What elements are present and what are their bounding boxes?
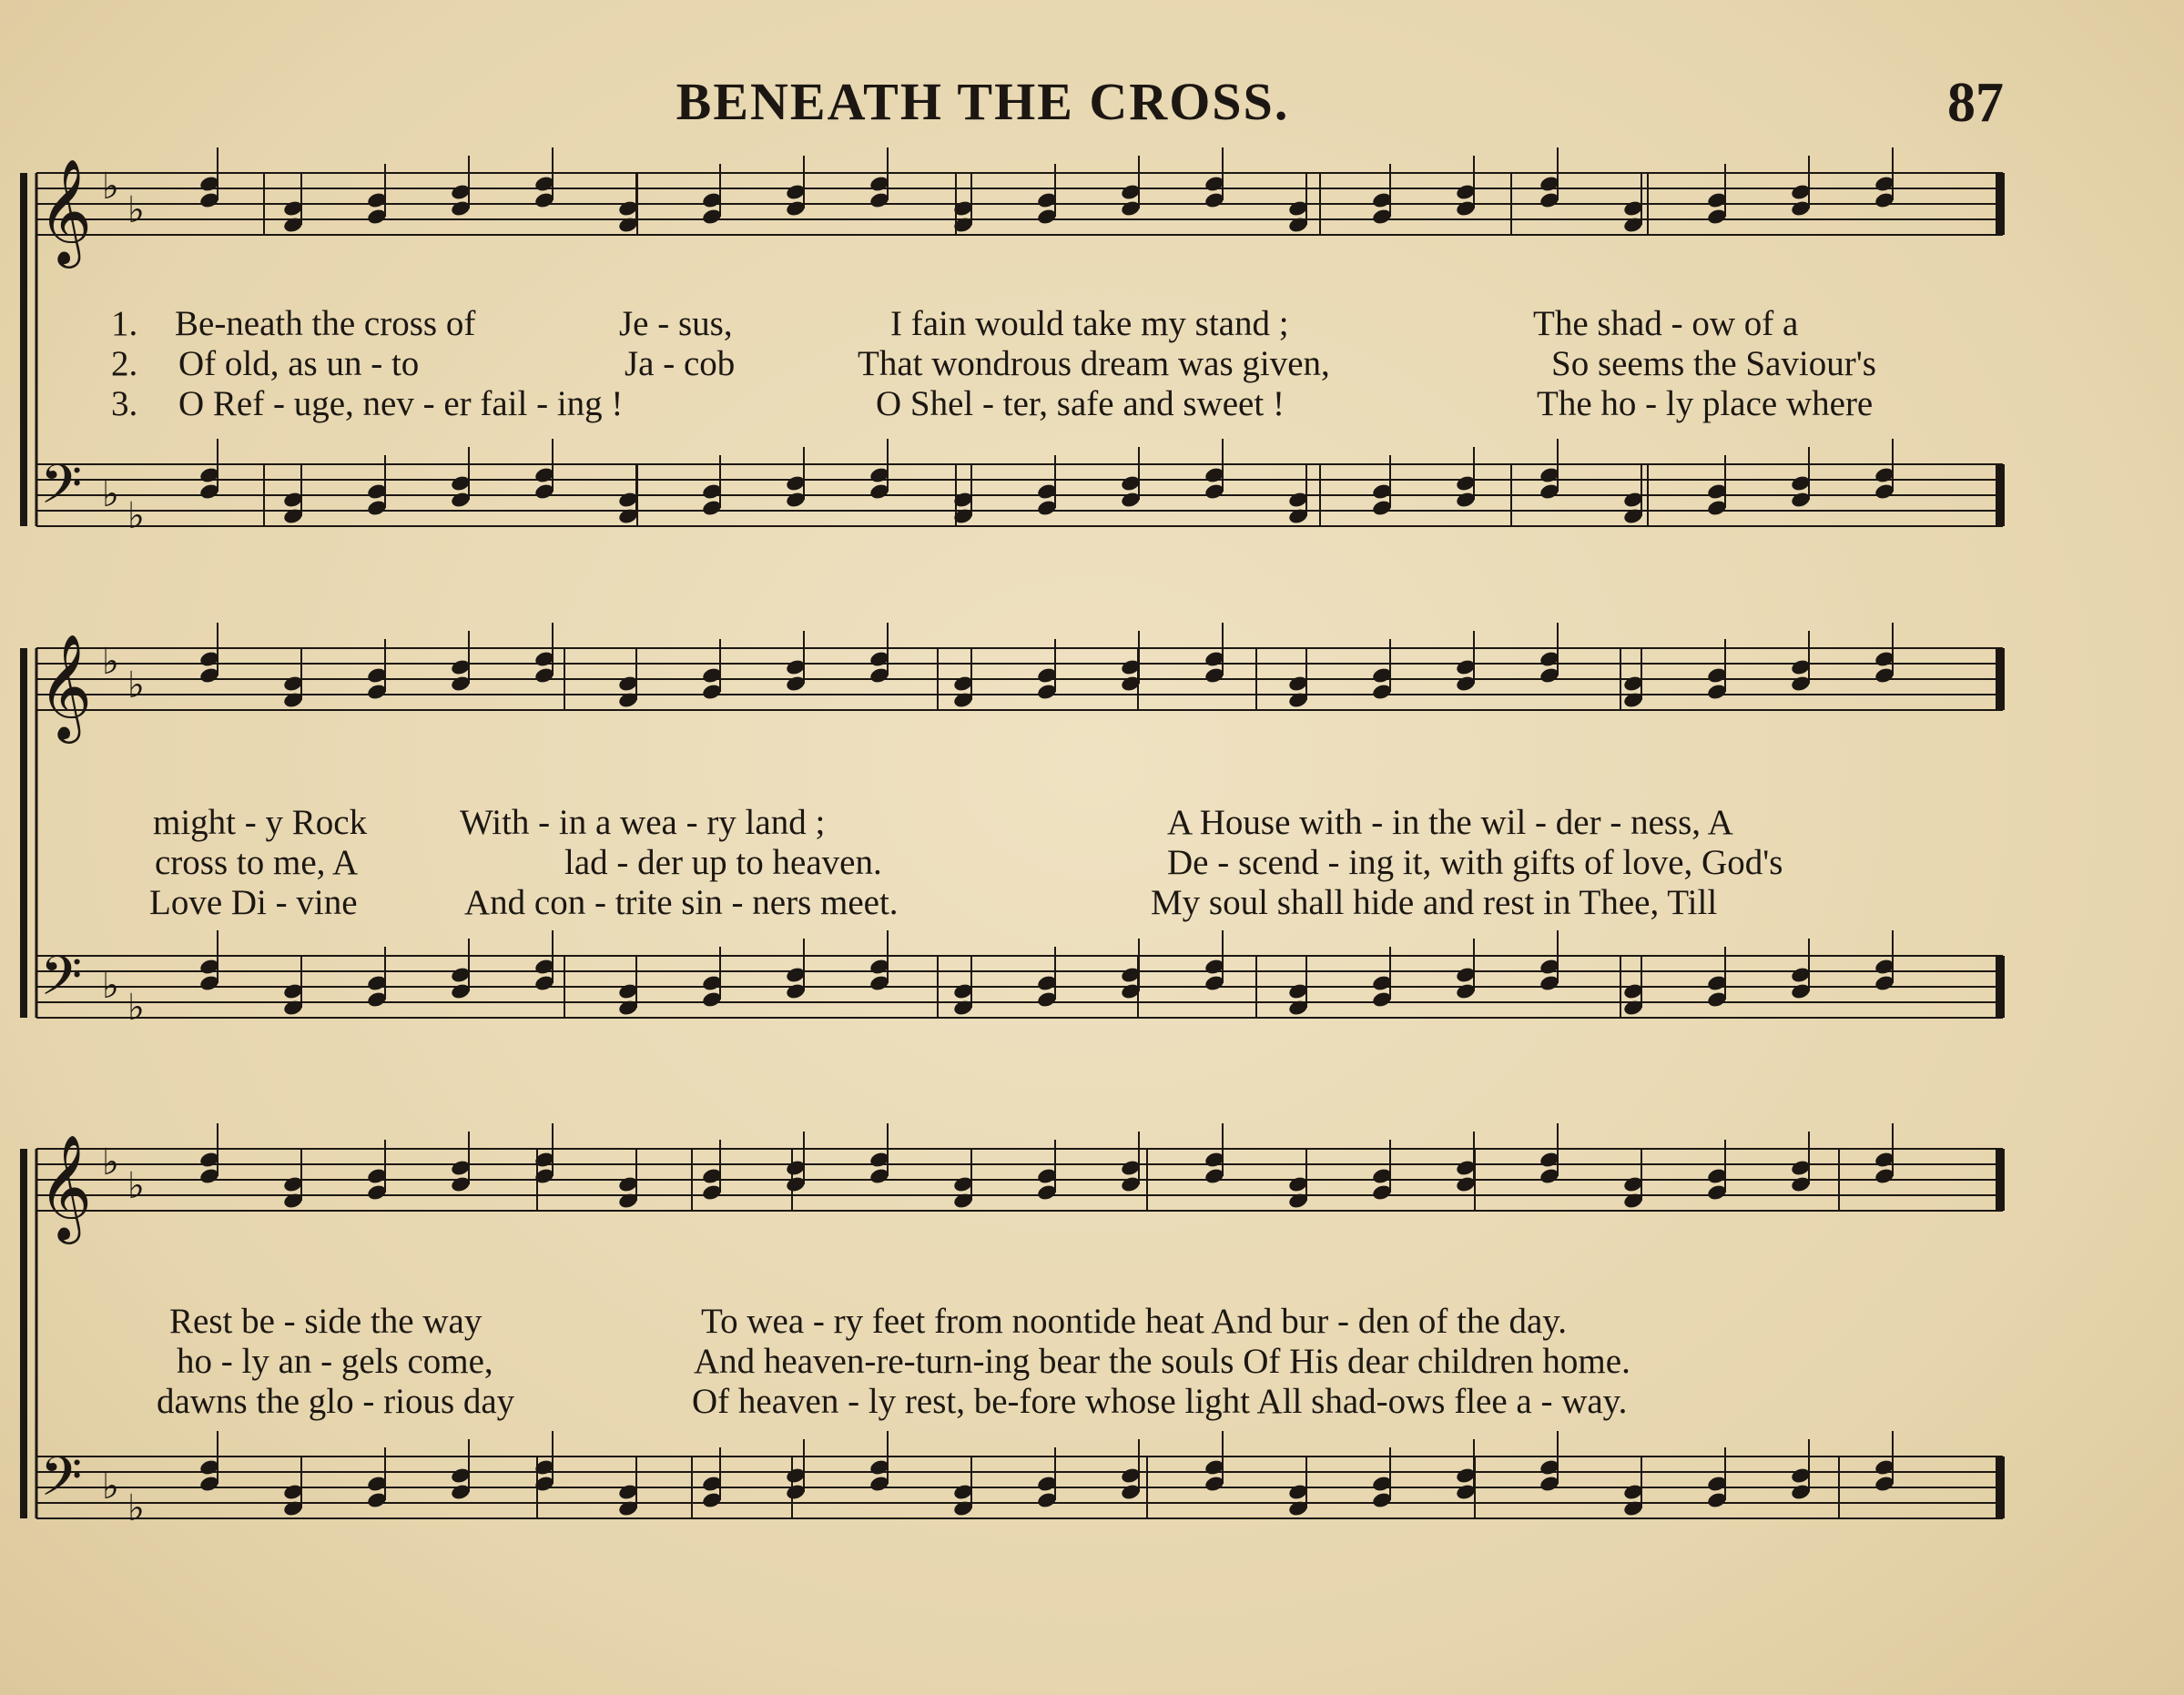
page-number: 87 (1947, 72, 2004, 134)
lyric-s1-v2-b: Of old, as un - to (178, 344, 420, 383)
lyric-s3-v1-a: Rest be - side the way (169, 1302, 483, 1341)
system3-brace (20, 1149, 27, 1518)
hymn-title-text: BENEATH THE CROSS. (676, 72, 1290, 131)
system3-treble-clef-icon: 𝄞 (38, 1133, 93, 1240)
lyric-s3-v2-a: ho - ly an - gels come, (177, 1342, 493, 1381)
lyric-s2-v1-b: With - in a wea - ry land ; (460, 803, 826, 842)
lyric-s3-v3-a: dawns the glo - rious day (157, 1382, 515, 1421)
lyric-s2-v3-a: Love Di - vine (149, 883, 358, 922)
system3-flat-icon: ♭ (127, 1165, 145, 1207)
lyric-s1-v2-d: That wondrous dream was given, (858, 344, 1330, 383)
system3-bass-clef-icon: 𝄢 (40, 1445, 83, 1521)
system1-flat-icon: ♭ (127, 495, 145, 537)
system1-bass-clef-icon: 𝄢 (40, 452, 83, 529)
system3-end-bar (1996, 1456, 2005, 1518)
system1-flat-icon: ♭ (102, 166, 119, 208)
lyric-s2-v3-b: And con - trite sin - ners meet. (464, 883, 899, 922)
lyric-s1-v1-a: 1. (111, 304, 138, 343)
lyric-s1-v1-b: Be-neath the cross of (175, 304, 476, 343)
system3-flat-icon: ♭ (102, 1466, 119, 1507)
system2-flat-icon: ♭ (102, 965, 119, 1007)
system3-flat-icon: ♭ (127, 1487, 145, 1529)
lyric-s2-v2-b: lad - der up to heaven. (564, 843, 882, 882)
lyric-s1-v2-e: So seems the Saviour's (1551, 344, 1876, 383)
lyric-s2-v2-c: De - scend - ing it, with gifts of love, God's (1167, 843, 1783, 882)
system1-flat-icon: ♭ (102, 473, 119, 515)
lyric-s2-v1-c: A House with - in the wil - der - ness, A (1167, 803, 1733, 842)
lyric-s1-v3-b: O Ref - uge, nev - er fail - ing ! (178, 384, 624, 423)
lyric-s3-v1-b: To wea - ry feet from noontide heat And bur - den of the day. (701, 1302, 1568, 1341)
lyric-s1-v3-a: 3. (111, 384, 138, 423)
lyric-s2-v2-a: cross to me, A (155, 843, 359, 882)
lyric-s1-v3-e: The ho - ly place where (1537, 384, 1874, 423)
system2-flat-icon: ♭ (127, 987, 145, 1029)
system2-flat-icon: ♭ (127, 665, 145, 706)
system1-flat-icon: ♭ (127, 189, 145, 231)
lyric-s1-v1-c: Je - sus, (619, 304, 733, 343)
system3-flat-icon: ♭ (102, 1142, 119, 1183)
lyric-s3-v2-b: And heaven-re-turn-ing bear the souls Of His dear children home. (694, 1342, 1630, 1381)
lyric-s1-v1-d: I fain would take my stand ; (890, 304, 1289, 343)
lyric-s2-v3-c: My soul shall hide and rest in Thee, Till (1151, 883, 1718, 922)
system2-treble-clef-icon: 𝄞 (38, 633, 93, 739)
lyric-s1-v2-a: 2. (111, 344, 138, 383)
lyric-s1-v1-e: The shad - ow of a (1533, 304, 1799, 343)
system2-bass-clef-icon: 𝄢 (40, 944, 83, 1020)
system3-end-bar (1996, 1149, 2005, 1211)
lyric-s3-v3-b: Of heaven - ly rest, be-fore whose light All shad-ows flee a - way. (692, 1382, 1628, 1421)
lyric-s1-v2-c: Ja - cob (625, 344, 736, 383)
lyric-s2-v1-a: might - y Rock (153, 803, 368, 842)
system1-treble-clef-icon: 𝄞 (38, 157, 93, 264)
lyric-s1-v3-d: O Shel - ter, safe and sweet ! (876, 384, 1285, 423)
system2-flat-icon: ♭ (102, 641, 119, 683)
